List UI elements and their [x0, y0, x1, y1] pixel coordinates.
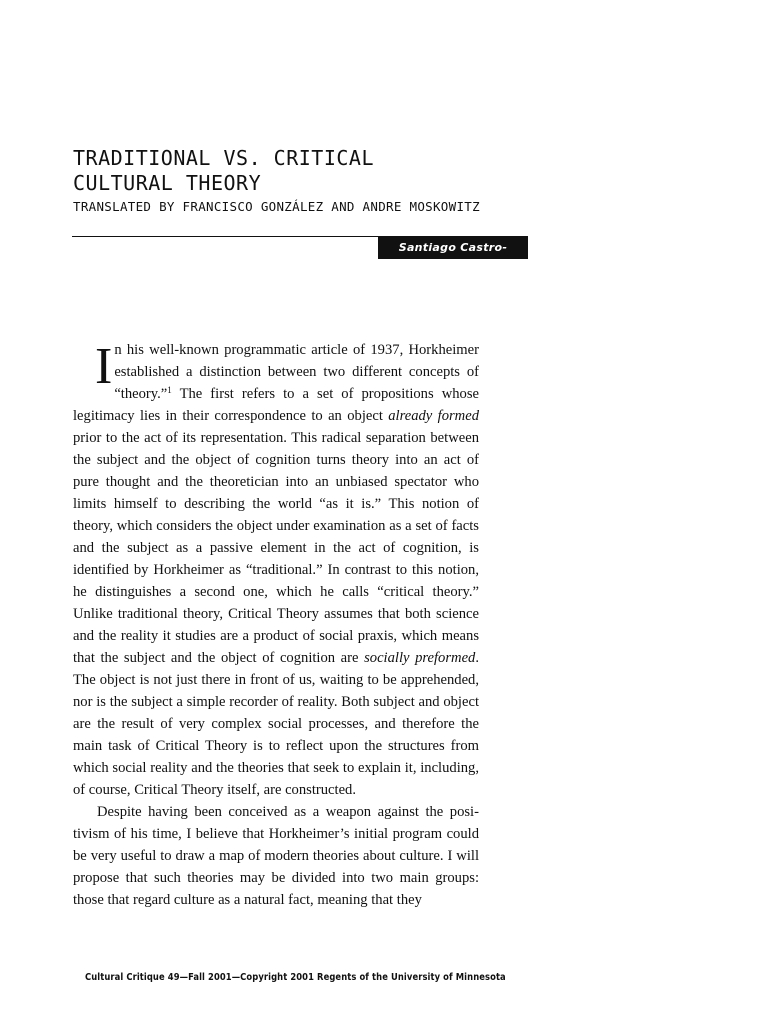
- footnote-ref: 1: [167, 385, 172, 395]
- journal-citation: Cultural Critique 49—Fall 2001—Copyright 2001 Regents of the University of Minnesota: [85, 972, 506, 983]
- paragraph-1-text-a: n his well-known programmatic article of 1937, Horkheimer established a distinction between two different concepts of “theory.”: [114, 342, 479, 402]
- paragraph-2: Despite having been conceived as a weapon against the positivism of his time, I believe that Horkheimer’s initial program could be very useful to draw a map of modern theories about culture. I will propose that such theories may be divided into two main groups: those that regard culture as a natural fact, meaning that they: [73, 804, 479, 908]
- translator-credit: TRANSLATED BY FRANCISCO GONZÁLEZ AND ANDRE MOSKOWITZ: [73, 199, 480, 214]
- article-title: [73, 146, 374, 196]
- title-line-2: CULTURAL THEORY: [73, 171, 262, 195]
- paragraph-1: [73, 339, 479, 801]
- paragraph-1-text-d: . The object is not just there in front of us, waiting to be apprehended, nor is the subject a simple recorder of reality. Both subject and object are the result of very complex social processes, and therefore the main task of Critical Theory is to reflect upon the structures from which social reality and the theories that seek to explain it, including, of course, Critical Theory itself, are constructed.: [73, 650, 479, 798]
- emphasis-socially-preformed: socially preformed: [364, 650, 476, 666]
- article-body: [73, 339, 479, 911]
- drop-cap: I: [95, 338, 113, 395]
- title-line-1: TRADITIONAL VS. CRITICAL: [73, 146, 374, 170]
- paragraph-1-text-c: prior to the act of its representation. This radical separation between the subject and the object of cognition turns theory into an act of pure thought and the theoretician into an unbiased spectator who limits himself to describing the world “as it is.” This notion of theory, which considers the object under examination as a set of facts and the subject as a passive element in the act of cognition, is identified by Horkheimer as “traditional.” In contrast to this notion, he distinguishes a second one, which he calls “critical theory.” Unlike traditional theory, Critical Theory assumes that both science and the reality it studies are a product of social praxis, which means that the subject and the object of cognition are: [73, 430, 479, 666]
- paragraph-1-text-b: The first refers to a set of propositions whose legitimacy lies in their correspondence to an object: [73, 386, 479, 424]
- author-badge: Santiago Castro-Gómez: [378, 237, 528, 259]
- emphasis-already-formed: already formed: [388, 408, 479, 424]
